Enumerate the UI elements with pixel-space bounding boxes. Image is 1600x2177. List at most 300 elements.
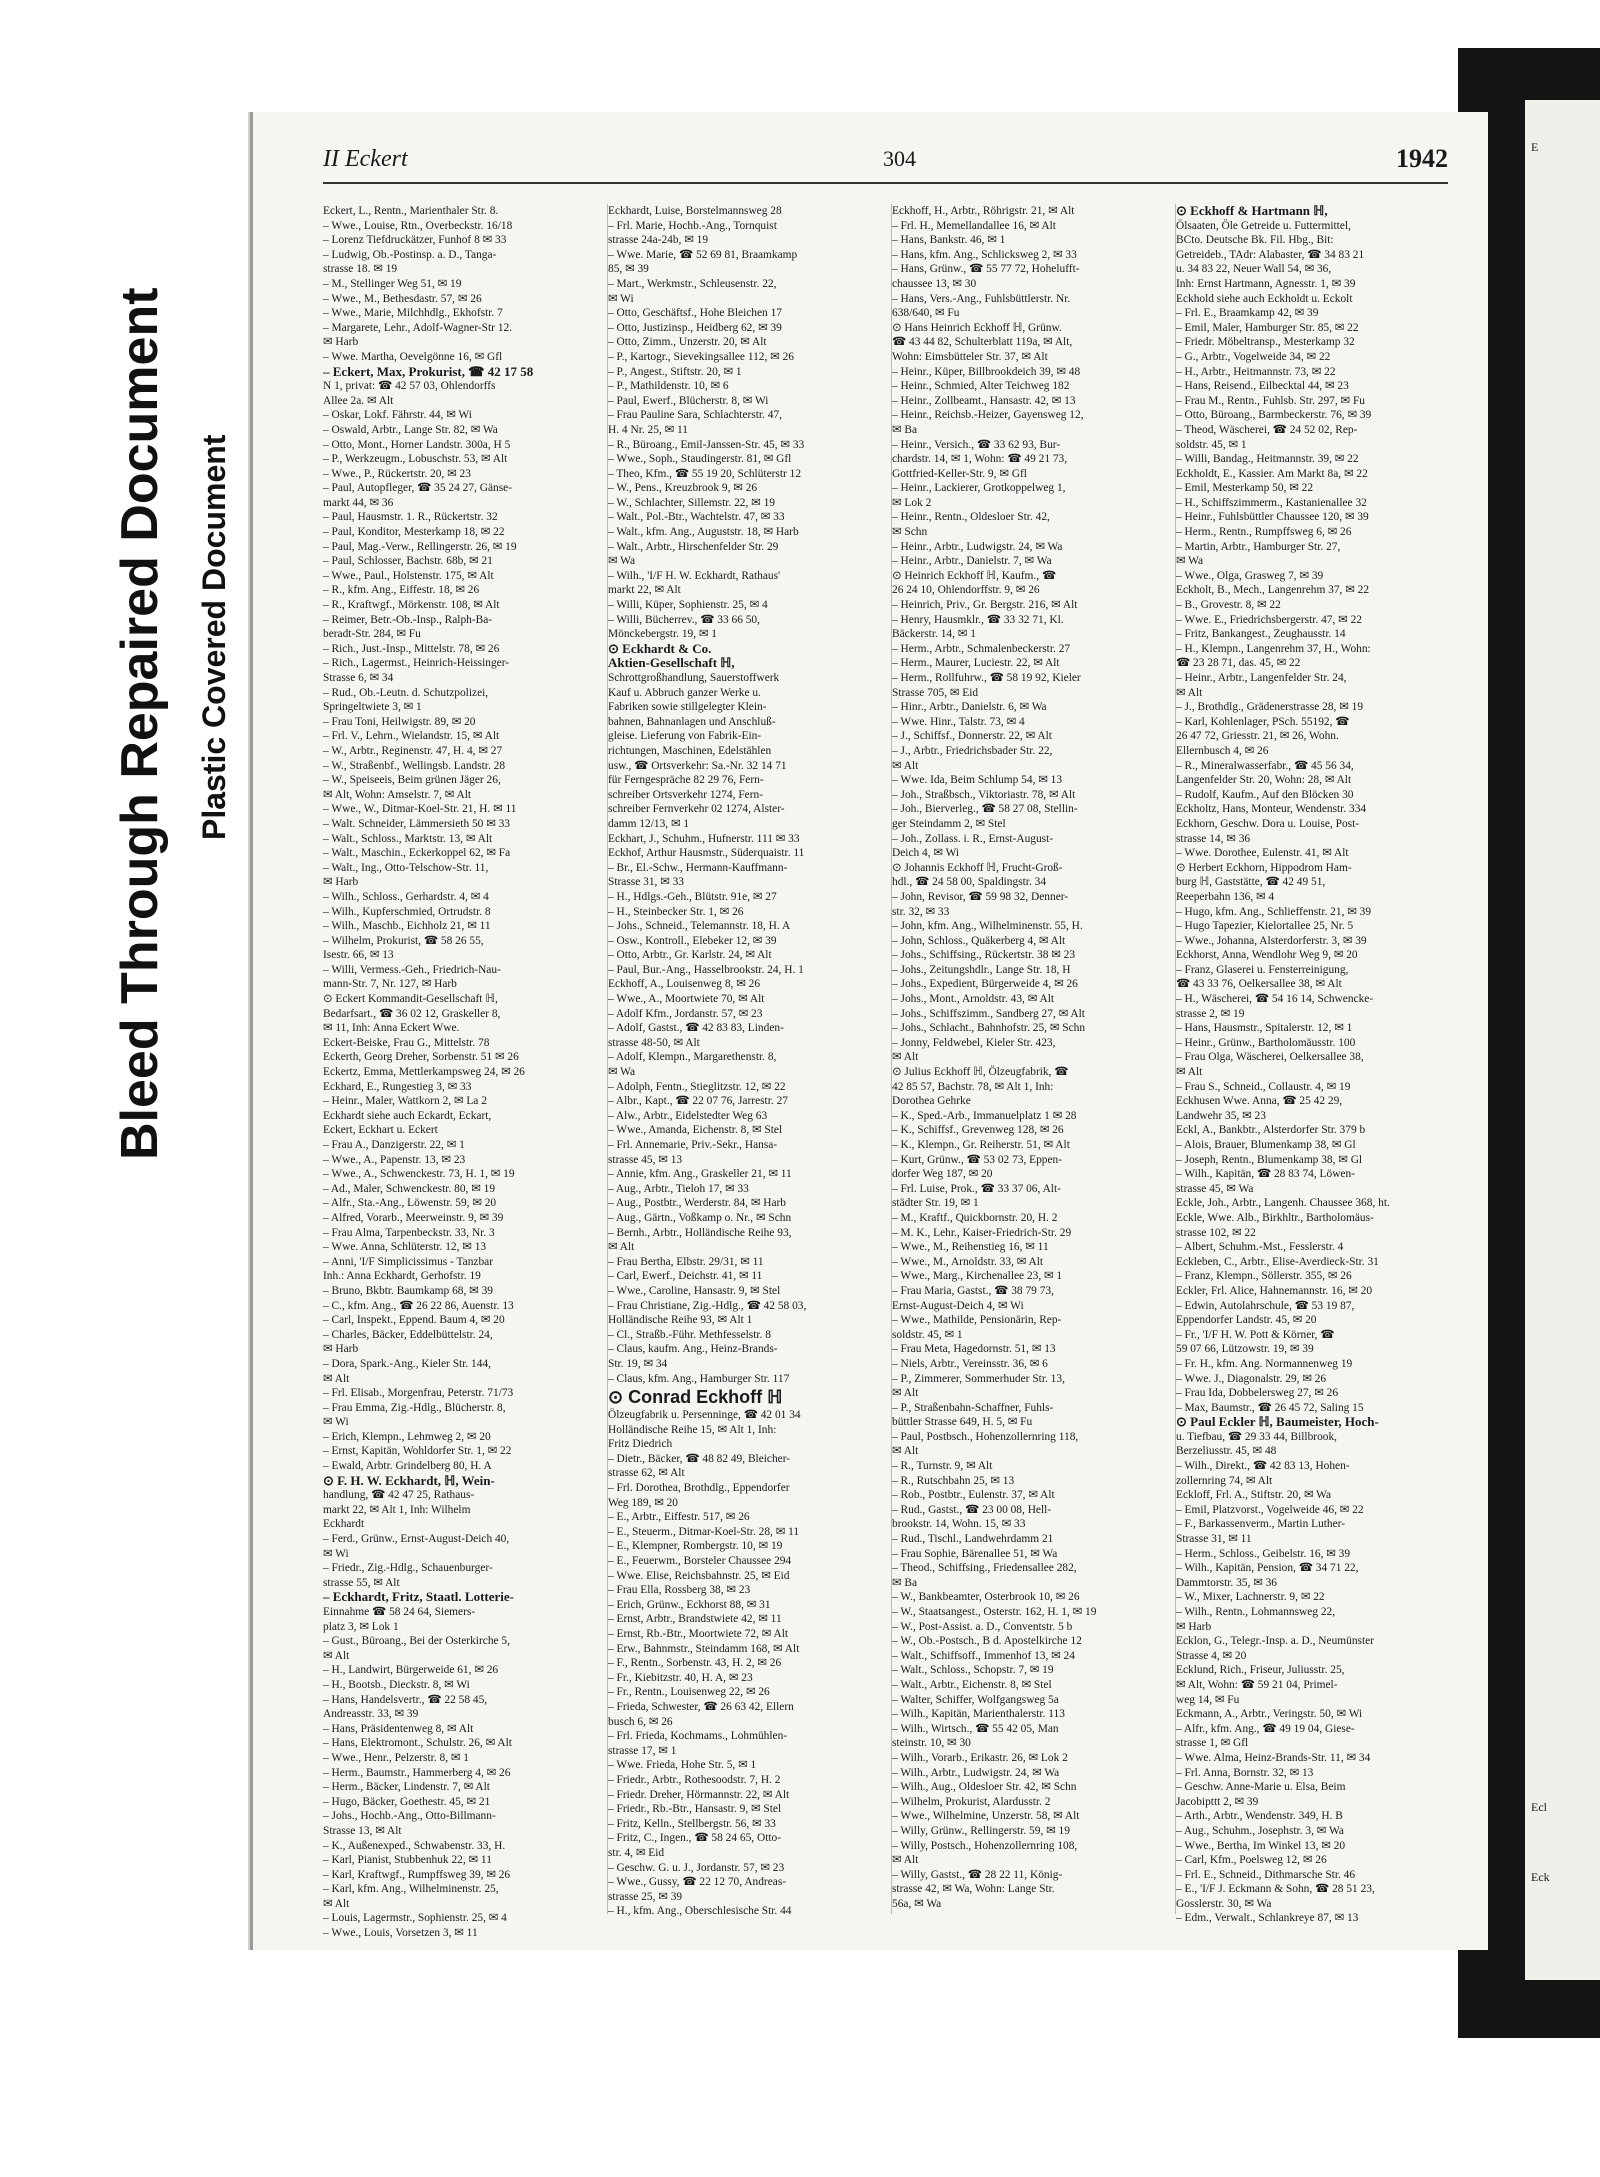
directory-entry: – Mart., Werkmstr., Schleusenstr. 22, (608, 277, 777, 290)
directory-entry: – P., Straßenbahn-Schaffner, Fuhls- (892, 1401, 1054, 1414)
directory-entry: markt 44, ✉ 36 (323, 496, 394, 509)
directory-entry: – J., Brothdlg., Grädenerstrasse 28, ✉ 19 (1176, 701, 1364, 714)
directory-entry: – Hans, Reisend., Eilbecktal 44, ✉ 23 (1176, 380, 1349, 393)
directory-entry: – Ernst, Kapitän, Wohldorfer Str. 1, ✉ 22 (323, 1445, 512, 1458)
directory-entry: – Gust., Büroang., Bei der Osterkirche 5, (323, 1635, 510, 1648)
directory-entry: Eckerth, Georg Dreher, Sorbenstr. 51 ✉ 26 (323, 1051, 519, 1064)
directory-entry: – Frau Bertha, Elbstr. 29/31, ✉ 11 (608, 1255, 764, 1268)
directory-entry: zollernring 74, ✉ Alt (1176, 1474, 1273, 1487)
directory-entry: – Frl. E., Schneid., Dithmarsche Str. 46 (1176, 1868, 1356, 1881)
directory-entry: Eckl, A., Bankbtr., Alsterdorfer Str. 379 b (1176, 1124, 1366, 1137)
directory-entry: Eckert-Beiske, Frau G., Mittelstr. 78 (323, 1036, 490, 1049)
directory-entry: – Wilh., Vorarb., Erikastr. 26, ✉ Lok 2 (892, 1751, 1068, 1764)
directory-entry: Aktien-Gesellschaft ℍ, (608, 655, 735, 671)
directory-entry: – Walter, Schiffer, Wolfgangsweg 5a (892, 1693, 1059, 1706)
directory-entry: – W., Straßenbf., Wellingsb. Landstr. 28 (323, 759, 506, 772)
directory-entry: – H., Klempn., Langenrehm 37, H., Wohn: (1176, 642, 1371, 655)
directory-entry: u. Tiefbau, ☎ 29 33 44, Billbrook, (1176, 1430, 1338, 1443)
directory-entry: – B., Grovestr. 8, ✉ 22 (1176, 599, 1281, 612)
directory-entry: ✉ Alt (892, 759, 919, 772)
directory-entry: – Wwe., Louis, Vorsetzen 3, ✉ 11 (323, 1927, 478, 1940)
directory-entry: dorfer Weg 187, ✉ 20 (892, 1168, 993, 1181)
directory-entry: – Johs., Schlacht., Bahnhofstr. 25, ✉ Schn (892, 1022, 1086, 1035)
directory-entry: – Johs., Schneid., Telemannstr. 18, H. A (608, 920, 791, 933)
directory-entry: – Herm., Rentn., Rumpffsweg 6, ✉ 26 (1176, 526, 1352, 539)
directory-entry: – Rud., Tischl., Landwehrdamm 21 (892, 1533, 1054, 1546)
directory-entry: strasse 102, ✉ 22 (1176, 1226, 1256, 1239)
directory-entry: – Aug., Gärtn., Voßkamp o. Nr., ✉ Schn (608, 1211, 792, 1224)
directory-entry: Strasse 6, ✉ 34 (323, 672, 394, 684)
directory-entry: – H., Bootsb., Dieckstr. 8, ✉ Wi (323, 1678, 470, 1691)
directory-entry: – H., Landwirt, Bürgerweide 61, ✉ 26 (323, 1664, 499, 1677)
directory-entry: Berzeliusstr. 45, ✉ 48 (1176, 1445, 1277, 1458)
directory-entry: Eckholt, B., Mech., Langenrehm 37, ✉ 22 (1176, 584, 1370, 597)
directory-entry: Eckholtz, Hans, Monteur, Wendenstr. 334 (1176, 803, 1367, 816)
directory-entry: Bedarfsart., ☎ 36 02 12, Graskeller 8, (323, 1007, 501, 1020)
directory-entry: – Hans, kfm. Ang., Schlicksweg 2, ✉ 33 (892, 248, 1077, 261)
directory-entry: ⊙ Hans Heinrich Eckhoff ℍ, Grünw. (892, 321, 1062, 334)
directory-entry: – R., Mineralwasserfabr., ☎ 45 56 34, (1176, 759, 1354, 772)
directory-entry: – Frau Christiane, Zig.-Hdlg., ☎ 42 58 03, (608, 1299, 807, 1312)
directory-entry: – Willy, Grünw., Rellingerstr. 59, ✉ 19 (892, 1824, 1070, 1837)
directory-entry: – Otto, Justizinsp., Heidberg 62, ✉ 39 (608, 321, 782, 334)
directory-entry: – Geschw. G. u. J., Jordanstr. 57, ✉ 23 (608, 1861, 785, 1874)
directory-entry: – Wwe., Marie, Milchhdlg., Ekhofstr. 7 (323, 307, 503, 320)
directory-entry: – Wwe. Elise, Reichsbahnstr. 25, ✉ Eid (608, 1569, 790, 1582)
directory-entry: ✉ Alt (1176, 1066, 1203, 1079)
directory-entry: ⊙ Heinrich Eckhoff ℍ, Kaufm., ☎ (892, 569, 1057, 582)
directory-entry: – Cl., Straßb.-Führ. Methfesselstr. 8 (608, 1328, 771, 1341)
directory-entry: – Edm., Verwalt., Schlankreye 87, ✉ 13 (1176, 1912, 1359, 1925)
directory-entry: – Hinr., Arbtr., Danielstr. 6, ✉ Wa (892, 701, 1047, 714)
directory-entry: Schrottgroßhandlung, Sauerstoffwerk (608, 672, 780, 684)
directory-entry: – Heinr., Arbtr., Langenfelder Str. 24, (1176, 672, 1347, 684)
directory-entry: – Reimer, Betr.-Ob.-Insp., Ralph-Ba- (323, 613, 493, 626)
directory-entry: Eckhoff, H., Arbtr., Röhrigstr. 21, ✉ Alt (892, 205, 1075, 217)
directory-entry: ✉ Alt (323, 1897, 350, 1910)
column-4 (1175, 203, 1448, 1925)
directory-entry: – Herm., Maurer, Luciestr. 22, ✉ Alt (892, 657, 1060, 670)
directory-entry: – H., Steinbecker Str. 1, ✉ 26 (608, 905, 744, 918)
directory-entry: – Friedr. Dreher, Hörmannstr. 22, ✉ Alt (608, 1788, 790, 1801)
directory-entry: – Frau Ida, Dobbelersweg 27, ✉ 26 (1176, 1387, 1339, 1400)
directory-entry: – Frau Meta, Hagedornstr. 51, ✉ 13 (892, 1343, 1056, 1356)
directory-entry: – Fritz, Kelln., Stellbergstr. 56, ✉ 33 (608, 1817, 776, 1830)
directory-entry: Strasse 13, ✉ Alt (323, 1824, 402, 1837)
directory-columns (323, 203, 1448, 1940)
directory-entry: strasse 62, ✉ Alt (608, 1467, 685, 1480)
directory-entry: – Dietr., Bäcker, ☎ 48 82 49, Bleicher- (608, 1452, 791, 1465)
adjacent-page-fragment (1525, 100, 1600, 1980)
directory-entry: Eckle, Wwe. Alb., Birkhltr., Bartholomäus- (1176, 1211, 1374, 1224)
directory-entry: – Rud., Gastst., ☎ 23 00 08, Hell- (892, 1503, 1052, 1516)
directory-entry: städter Str. 19, ✉ 1 (892, 1197, 979, 1210)
directory-entry: – F., Barkassenverm., Martin Luther- (1176, 1518, 1346, 1531)
directory-entry: ⊙ Julius Eckhoff ℍ, Ölzeugfabrik, ☎ (892, 1066, 1069, 1079)
directory-entry: – Wilh., Arbtr., Ludwigstr. 24, ✉ Wa (892, 1766, 1060, 1779)
directory-entry: – Franz, Klempn., Söllerstr. 355, ✉ 26 (1176, 1270, 1352, 1283)
directory-entry: ⊙ Conrad Eckhoff ℍ (608, 1387, 783, 1408)
directory-entry: – Rob., Postbtr., Eulenstr. 37, ✉ Alt (892, 1489, 1055, 1502)
directory-entry: str. 32, ✉ 33 (892, 905, 950, 918)
directory-entry: ✉ Alt (1176, 686, 1203, 699)
directory-entry: – Otto, Büroang., Barmbeckerstr. 76, ✉ 39 (1176, 409, 1372, 422)
directory-entry: ✉ Alt, Wohn: Amselstr. 7, ✉ Alt (323, 788, 472, 801)
directory-entry: – Heinr., Reichsb.-Heizer, Gayensweg 12, (892, 409, 1084, 422)
directory-entry: ✉ Alt (608, 1241, 635, 1254)
directory-entry: ⊙ Eckhardt & Co. (608, 640, 712, 656)
directory-entry: – H., Arbtr., Heitmannstr. 73, ✉ 22 (1176, 365, 1336, 378)
directory-entry: – Karl, Kraftwgf., Rumpffsweg 39, ✉ 26 (323, 1868, 511, 1881)
directory-entry: Gottfried-Keller-Str. 9, ✉ Gfl (892, 467, 1027, 480)
directory-entry: handlung, ☎ 42 47 25, Rathaus- (323, 1489, 475, 1502)
directory-entry: – E., Arbtr., Eiffestr. 517, ✉ 26 (608, 1511, 750, 1524)
directory-entry: – Friedr., Zig.-Hdlg., Schauenburger- (323, 1562, 493, 1575)
directory-entry: chaussee 13, ✉ 30 (892, 277, 977, 290)
directory-entry: 26 24 10, Ohlendorffstr. 9, ✉ 26 (892, 584, 1040, 597)
directory-entry: – Frieda, Schwester, ☎ 26 63 42, Ellern (608, 1700, 794, 1713)
directory-entry: – Hans, Hausmstr., Spitalerstr. 12, ✉ 1 (1176, 1022, 1353, 1035)
directory-entry: – Adolf, Klempn., Margarethenstr. 8, (608, 1051, 777, 1064)
directory-entry: – R., kfm. Ang., Eiffestr. 18, ✉ 26 (323, 584, 480, 597)
column-3 (891, 204, 1164, 1914)
directory-entry: – Herm., Schloss., Geibelstr. 16, ✉ 39 (1176, 1547, 1351, 1560)
directory-entry: hdl., ☎ 24 58 00, Spaldingstr. 34 (892, 876, 1047, 889)
directory-entry: Eckholdt, E., Kassier. Am Markt 8a, ✉ 22 (1176, 467, 1368, 480)
directory-entry: – Hans, Präsidentenweg 8, ✉ Alt (323, 1722, 474, 1735)
directory-entry: – Alfr., Sta.-Ang., Löwenstr. 59, ✉ 20 (323, 1197, 497, 1210)
directory-entry: – P., Werkzeugm., Lobuschstr. 53, ✉ Alt (323, 453, 508, 466)
directory-entry: – Eckhardt, Fritz, Staatl. Lotterie- (323, 1589, 514, 1605)
directory-entry: – Wilh., Schloss., Gerhardstr. 4, ✉ 4 (323, 890, 489, 903)
directory-entry: Jacobipttt 2, ✉ 39 (1176, 1795, 1259, 1808)
directory-entry: N 1, privat: ☎ 42 57 03, Ohlendorffs (323, 380, 496, 393)
directory-entry: Eckhold siehe auch Eckholdt u. Eckolt (1176, 292, 1353, 305)
directory-entry: damm 12/13, ✉ 1 (608, 817, 690, 830)
directory-entry: – Johs., Zeitungshdlr., Lange Str. 18, H (892, 963, 1071, 976)
directory-entry: – Heinr., Grünw., Bartholomäusstr. 100 (1176, 1036, 1356, 1049)
directory-entry: – Frl. Anna, Bornstr. 32, ✉ 13 (1176, 1766, 1314, 1779)
directory-entry: – Frl. Frieda, Kochmams., Lohmühlen- (608, 1730, 788, 1743)
directory-entry: – H., Hdlgs.-Geh., Blütstr. 91e, ✉ 27 (608, 890, 777, 903)
directory-entry: Reeperbahn 136, ✉ 4 (1176, 890, 1275, 903)
directory-entry: Langenfelder Str. 20, Wohn: 28, ✉ Alt (1176, 774, 1352, 787)
directory-entry: – Heinr., Küper, Billbrookdeich 39, ✉ 48 (892, 365, 1081, 378)
directory-entry: – Ewald, Arbtr. Grindelberg 80, H. A (323, 1460, 492, 1473)
directory-entry: – Wilhelm, Prokurist, ☎ 58 26 55, (323, 934, 484, 947)
directory-entry: – Wwe. E., Friedrichsbergerstr. 47, ✉ 22 (1176, 613, 1362, 626)
directory-entry: – Wilhelm, Prokurist, Alardusstr. 2 (892, 1795, 1051, 1808)
directory-entry: – Paul, Mag.-Verw., Rellingerstr. 26, ✉ 19 (323, 540, 517, 553)
directory-entry: – Louis, Lagermstr., Sophienstr. 25, ✉ 4 (323, 1912, 507, 1925)
directory-entry: – Joh., Bierverleg., ☎ 58 27 08, Stellin- (892, 803, 1078, 816)
directory-entry: – Paul, Hausmstr. 1. R., Rückertstr. 32 (323, 511, 498, 524)
directory-entry: – Bernh., Arbtr., Holländische Reihe 93, (608, 1226, 792, 1239)
directory-entry: Eckertz, Emma, Mettlerkampsweg 24, ✉ 26 (323, 1066, 525, 1079)
directory-entry: – Walt., Pol.-Btr., Wachtelstr. 47, ✉ 33 (608, 511, 785, 524)
directory-entry: Eckloff, Frl. A., Stiftstr. 20, ✉ Wa (1176, 1489, 1332, 1502)
directory-entry: 59 07 66, Lützowstr. 19, ✉ 39 (1176, 1343, 1314, 1356)
year: 1942 (1396, 144, 1448, 173)
directory-entry: mann-Str. 7, Nr. 127, ✉ Harb (323, 978, 457, 991)
directory-entry: – Fritz, Bankangest., Zeughausstr. 14 (1176, 628, 1346, 641)
directory-entry: – Walt., Schloss., Schopstr. 7, ✉ 19 (892, 1664, 1054, 1677)
directory-entry: – M., Kraftf., Quickbornstr. 20, H. 2 (892, 1211, 1058, 1224)
directory-entry: soldstr. 45, ✉ 1 (892, 1328, 963, 1341)
directory-entry: – Johs., Schiffsing., Rückertstr. 38 ✉ 23 (892, 949, 1076, 962)
directory-entry: Str. 19, ✉ 34 (608, 1357, 668, 1370)
directory-entry: ☎ 43 33 76, Oelkersallee 38, ✉ Alt (1176, 978, 1342, 991)
directory-entry: – Friedr., Arbtr., Rothesoodstr. 7, H. 2 (608, 1773, 781, 1786)
directory-entry: – John, Revisor, ☎ 59 98 32, Denner- (892, 890, 1069, 903)
directory-entry: – John, Schloss., Quäkerberg 4, ✉ Alt (892, 934, 1066, 947)
directory-entry: strasse 14, ✉ 36 (1176, 832, 1251, 845)
directory-entry: – Wilh., Rentn., Lohmannsweg 22, (1176, 1606, 1336, 1618)
directory-entry: soldstr. 45, ✉ 1 (1176, 438, 1247, 451)
directory-entry: – Charles, Bäcker, Eddelbüttelstr. 24, (323, 1328, 493, 1341)
directory-entry: Weg 189, ✉ 20 (608, 1496, 679, 1509)
directory-entry: – Heinr., Schmied, Alter Teichweg 182 (892, 380, 1070, 393)
directory-entry: – Joh., Zollass. i. R., Ernst-August- (892, 832, 1054, 845)
directory-entry: strasse 17, ✉ 1 (608, 1744, 677, 1757)
directory-entry: – E., 'I/F J. Eckmann & Sohn, ☎ 28 51 23, (1176, 1883, 1375, 1896)
directory-entry: – Wwe. Anna, Schlüterstr. 12, ✉ 13 (323, 1241, 487, 1254)
directory-entry: 42 85 57, Bachstr. 78, ✉ Alt 1, Inh: (892, 1080, 1054, 1093)
directory-entry: – W., Staatsangest., Osterstr. 162, H. 1, ✉ 19 (892, 1606, 1097, 1618)
directory-entry: Deich 4, ✉ Wi (892, 847, 960, 860)
column-2 (607, 204, 880, 1918)
directory-entry: – Fr., Rentn., Louisenweg 22, ✉ 26 (608, 1686, 770, 1699)
directory-entry: weg 14, ✉ Fu (1176, 1693, 1240, 1706)
directory-entry: – Frau M., Rentn., Fuhlsb. Str. 297, ✉ Fu (1176, 394, 1365, 407)
directory-entry: – P., Angest., Stiftstr. 20, ✉ 1 (608, 365, 742, 378)
directory-entry: ✉ Harb (323, 876, 359, 889)
directory-entry: Strasse 31, ✉ 33 (608, 876, 684, 889)
directory-entry: – R., Büroang., Emil-Janssen-Str. 45, ✉ 33 (608, 438, 805, 451)
directory-entry: – Wwe., Paul., Holstenstr. 175, ✉ Alt (323, 569, 494, 582)
directory-entry: – Herm., Baumstr., Hammerberg 4, ✉ 26 (323, 1766, 511, 1779)
directory-entry: – Willi, Bücherrev., ☎ 33 66 50, (608, 613, 760, 626)
running-head: II Eckert (323, 146, 408, 172)
directory-entry: ✉ Alt (323, 1649, 350, 1662)
directory-entry: 26 47 72, Griesstr. 21, ✉ 26, Wohn. (1176, 730, 1339, 743)
directory-entry: für Ferngespräche 82 29 76, Fern- (608, 774, 764, 787)
directory-entry: ⊙ F. H. W. Eckhardt, ℍ, Wein- (323, 1472, 495, 1488)
directory-entry: ✉ Ba (892, 423, 918, 436)
directory-entry: steinstr. 10, ✉ 30 (892, 1737, 971, 1750)
directory-entry: ✉ Wi (323, 1547, 349, 1560)
directory-entry: strasse 42, ✉ Wa, Wohn: Lange Str. (892, 1883, 1055, 1896)
adjacent-page-text: Eck (1531, 1870, 1550, 1884)
directory-entry: – Wilh., Kapitän, Pension, ☎ 34 71 22, (1176, 1562, 1359, 1575)
directory-entry: – W., Bankbeamter, Osterbrook 10, ✉ 26 (892, 1591, 1080, 1604)
directory-entry: – G., Arbtr., Vogelweide 34, ✉ 22 (1176, 350, 1331, 363)
directory-entry: schreiber Ortsverkehr 1274, Fern- (608, 788, 763, 801)
directory-entry: – Frl. Annemarie, Priv.-Sekr., Hansa- (608, 1139, 778, 1151)
directory-entry: – Otto, Mont., Horner Landstr. 300a, H 5 (323, 438, 511, 451)
directory-entry: – Frl. Marie, Hochb.-Ang., Tornquist (608, 219, 777, 232)
directory-entry: – Fr., Kiebitzstr. 40, H. A, ✉ 23 (608, 1671, 753, 1684)
directory-entry: ✉ 11, Inh: Anna Eckert Wwe. (323, 1022, 460, 1035)
directory-entry: Getreideb., TAdr: Alabaster, ☎ 34 83 21 (1176, 248, 1365, 261)
directory-entry: Allee 2a. ✉ Alt (323, 394, 394, 407)
directory-entry: – Paul, Postbsch., Hohenzollernring 118, (892, 1430, 1079, 1443)
directory-entry: – Hugo, kfm. Ang., Schlieffenstr. 21, ✉ 39 (1176, 905, 1372, 918)
directory-entry: – Wwe., Mathilde, Pensionärin, Rep- (892, 1314, 1062, 1327)
directory-entry: ✉ Alt, Wohn: ☎ 59 21 04, Primel- (1176, 1678, 1338, 1691)
directory-entry: ⊙ Eckhoff & Hartmann ℍ, (1176, 203, 1328, 218)
directory-entry: – Heinr., Fuhlsbüttler Chaussee 120, ✉ 39 (1176, 511, 1369, 524)
directory-entry: – Otto, Zimm., Unzerstr. 20, ✉ Alt (608, 336, 767, 349)
directory-entry: – Paul, Ewerf., Blücherstr. 8, ✉ Wi (608, 394, 769, 407)
directory-entry: – Frl. E., Braamkamp 42, ✉ 39 (1176, 307, 1319, 320)
directory-entry: – Ludwig, Ob.-Postinsp. a. D., Tanga- (323, 248, 497, 261)
directory-entry: Dorothea Gehrke (892, 1095, 971, 1108)
directory-entry: BCto. Deutsche Bk. Fil. Hbg., Bit: (1176, 234, 1334, 247)
directory-entry: – K., Schiffsf., Grevenweg 128, ✉ 26 (892, 1124, 1064, 1137)
directory-entry: – Wilh., Aug., Oldesloer Str. 42, ✉ Schn (892, 1781, 1077, 1794)
directory-entry: – Willi, Bandag., Heitmannstr. 39, ✉ 22 (1176, 453, 1359, 466)
directory-entry: – Claus, kfm. Ang., Hamburger Str. 117 (608, 1372, 790, 1385)
directory-entry: – Wwe., A., Schwenckestr. 73, H. 1, ✉ 19 (323, 1168, 515, 1181)
directory-entry: Strasse 31, ✉ 11 (1176, 1533, 1252, 1546)
directory-entry: – Anni, 'I/F Simplicissimus - Tanzbar (323, 1255, 494, 1268)
directory-entry: Dammtorstr. 35, ✉ 36 (1176, 1576, 1277, 1589)
directory-entry: ✉ Wa (608, 1066, 636, 1079)
directory-entry: strasse 45, ✉ Wa (1176, 1182, 1254, 1195)
directory-entry: richtungen, Maschinen, Edelstählen (608, 744, 772, 757)
directory-entry: brookstr. 14, Wohn. 15, ✉ 33 (892, 1518, 1026, 1531)
directory-entry: – W., Ob.-Postsch., B d. Apostelkirche 12 (892, 1635, 1082, 1648)
directory-entry: schreiber Fernverkehr 02 1274, Alster- (608, 803, 785, 816)
directory-entry: Ernst-August-Deich 4, ✉ Wi (892, 1299, 1024, 1312)
directory-entry: – Walt., Maschin., Eckerkoppel 62, ✉ Fa (323, 847, 511, 860)
directory-entry: strasse 2, ✉ 19 (1176, 1007, 1245, 1020)
directory-entry: Isestr. 66, ✉ 13 (323, 949, 394, 962)
directory-entry: – Frau Emma, Zig.-Hdlg., Blücherstr. 8, (323, 1401, 506, 1414)
directory-entry: ✉ Alt (892, 1387, 919, 1400)
directory-entry: – Wwe., Soph., Staudingerstr. 81, ✉ Gfl (608, 453, 792, 466)
directory-entry: – Frl. Elisab., Morgenfrau, Peterstr. 71/73 (323, 1387, 514, 1400)
directory-entry: – Emil, Maler, Hamburger Str. 85, ✉ 22 (1176, 321, 1359, 334)
directory-entry: – Heinr., Rentn., Oldesloer Str. 42, (892, 511, 1050, 524)
directory-entry: ☎ 23 28 71, das. 45, ✉ 22 (1176, 657, 1301, 670)
directory-entry: – Frau Ella, Rossberg 38, ✉ 23 (608, 1584, 751, 1597)
directory-entry: usw., ☎ Ortsverkehr: Sa.-Nr. 32 14 71 (608, 759, 787, 772)
directory-entry: strasse 1, ✉ Gfl (1176, 1737, 1249, 1750)
directory-entry: Gosslerstr. 30, ✉ Wa (1176, 1897, 1272, 1910)
directory-entry: Eckhof, Arthur Hausmstr., Süderquaistr. 11 (608, 847, 805, 860)
directory-entry: – Paul, Bur.-Ang., Hasselbrookstr. 24, H. 1 (608, 963, 804, 976)
directory-entry: chardstr. 14, ✉ 1, Wohn: ☎ 49 21 73, (892, 453, 1068, 466)
directory-entry: Springeltwiete 3, ✉ 1 (323, 701, 422, 714)
directory-entry: – Johs., Schiffszimm., Sandberg 27, ✉ Alt (892, 1007, 1085, 1020)
directory-entry: – E., Klempner, Rombergstr. 10, ✉ 19 (608, 1540, 783, 1553)
directory-entry: – Friedr., Rb.-Btr., Hansastr. 9, ✉ Stel (608, 1803, 782, 1816)
directory-entry: ✉ Alt (892, 1445, 919, 1458)
directory-entry: – Franz, Glaserei u. Fensterreinigung, (1176, 963, 1349, 976)
directory-entry: – Willi, Küper, Sophienstr. 25, ✉ 4 (608, 599, 768, 612)
directory-entry: – Alois, Brauer, Blumenkamp 38, ✉ Gl (1176, 1139, 1356, 1151)
directory-entry: – Wwe. Hinr., Talstr. 73, ✉ 4 (892, 715, 1025, 728)
directory-entry: büttler Strasse 649, H. 5, ✉ Fu (892, 1416, 1033, 1429)
directory-entry: – Johs., Hochb.-Ang., Otto-Billmann- (323, 1810, 496, 1823)
directory-entry: – Erw., Bahnmstr., Steindamm 168, ✉ Alt (608, 1642, 800, 1655)
directory-entry: – Hans, Handelsvertr., ☎ 22 58 45, (323, 1693, 488, 1706)
directory-entry: ✉ Harb (323, 336, 359, 349)
directory-entry: Eckhardt, Luise, Borstelmannsweg 28 (608, 205, 782, 217)
directory-entry: H. 4 Nr. 25, ✉ 11 (608, 423, 688, 436)
directory-entry: – Albert, Schuhm.-Mst., Fesslerstr. 4 (1176, 1241, 1344, 1254)
directory-entry: – Wwe., M., Bethesdastr. 57, ✉ 26 (323, 292, 482, 305)
directory-entry: – Wwe., Louise, Rtn., Overbeckstr. 16/18 (323, 219, 513, 232)
directory-entry: – Karl, Pianist, Stubbenhuk 22, ✉ 11 (323, 1854, 492, 1867)
directory-entry: Eckle, Joh., Arbtr., Langenh. Chaussee 368, ht. (1176, 1197, 1390, 1210)
directory-entry: – Wwe. Marie, ☎ 52 69 81, Braamkamp (608, 248, 798, 261)
directory-entry: – Frau Pauline Sara, Schlachterstr. 47, (608, 409, 782, 422)
directory-entry: – Frau Alma, Tarpenbeckstr. 33, Nr. 3 (323, 1226, 495, 1239)
directory-entry: Eckert, L., Rentn., Marienthaler Str. 8. (323, 205, 499, 217)
directory-entry: – Br., El.-Schw., Hermann-Kauffmann- (608, 861, 788, 874)
directory-entry: – Wwe. Ida, Beim Schlump 54, ✉ 13 (892, 774, 1063, 787)
directory-entry: Strasse 705, ✉ Eid (892, 686, 979, 699)
directory-entry: – Frau Maria, Gastst., ☎ 38 79 73, (892, 1284, 1054, 1297)
directory-entry: – Niels, Arbtr., Vereinsstr. 36, ✉ 6 (892, 1357, 1048, 1370)
directory-entry: Eckmann, A., Arbtr., Veringstr. 50, ✉ Wi (1176, 1708, 1363, 1721)
directory-entry: – Kurt, Grünw., ☎ 53 02 73, Eppen- (892, 1153, 1063, 1166)
directory-entry: strasse 55, ✉ Alt (323, 1576, 400, 1589)
directory-entry: ✉ Harb (1176, 1620, 1212, 1633)
directory-entry: ✉ Alt (892, 1854, 919, 1867)
directory-entry: – Fr., 'I/F H. W. Pott & Körner, ☎ (1176, 1328, 1335, 1341)
directory-entry: ☎ 43 44 82, Schulterblatt 119a, ✉ Alt, (892, 336, 1073, 349)
directory-entry: – Walt., Ing., Otto-Telschow-Str. 11, (323, 861, 489, 874)
directory-entry: – Wwe., Amanda, Eichenstr. 8, ✉ Stel (608, 1124, 783, 1137)
directory-entry: Mönckebergstr. 19, ✉ 1 (608, 628, 717, 641)
directory-entry: – W., Speiseeis, Beim grünen Jäger 26, (323, 774, 501, 787)
directory-entry: Inh.: Anna Eckhardt, Gerhofstr. 19 (323, 1270, 481, 1283)
directory-entry: – Paul, Autopfleger, ☎ 35 24 27, Gänse- (323, 482, 512, 495)
directory-entry: – Emil, Platzvorst., Vogelweide 46, ✉ 22 (1176, 1503, 1364, 1516)
directory-entry: platz 3, ✉ Lok 1 (323, 1620, 399, 1633)
directory-entry: – Erich, Klempn., Lehmweg 2, ✉ 20 (323, 1430, 491, 1443)
directory-entry: – Alfred, Vorarb., Meerweinstr. 9, ✉ 39 (323, 1211, 504, 1224)
directory-entry: – Emil, Mesterkamp 50, ✉ 22 (1176, 482, 1314, 495)
directory-entry: – Adolf Kfm., Jordanstr. 57, ✉ 23 (608, 1007, 763, 1020)
directory-entry: gleise. Lieferung von Fabrik-Ein- (608, 730, 762, 743)
directory-entry: Eckleben, C., Arbtr., Elise-Averdieck-Str. 31 (1176, 1255, 1379, 1268)
directory-entry: – Wilh., Direkt., ☎ 42 83 13, Hohen- (1176, 1460, 1350, 1473)
directory-entry: – Walt., Schloss., Marktstr. 13, ✉ Alt (323, 832, 493, 845)
directory-entry: – Rudolf, Kaufm., Auf den Blöcken 30 (1176, 788, 1354, 801)
directory-entry: – Willy, Gastst., ☎ 28 22 11, König- (892, 1868, 1063, 1881)
directory-entry: ✉ Harb (323, 1343, 359, 1356)
page-number: 304 (883, 146, 916, 171)
directory-entry: – P., Zimmerer, Sommerhuder Str. 13, (892, 1372, 1065, 1385)
directory-entry: – Annie, kfm. Ang., Graskeller 21, ✉ 11 (608, 1168, 792, 1181)
directory-entry: – Wwe., A., Moortwiete 70, ✉ Alt (608, 993, 765, 1006)
directory-entry: – Max, Baumstr., ☎ 26 45 72, Saling 15 (1176, 1401, 1364, 1414)
directory-entry: Ellernbusch 4, ✉ 26 (1176, 744, 1269, 757)
label-bleed-through: Bleed Through Repaired Document (111, 287, 169, 1160)
directory-entry: – Wilh., Kupferschmied, Ortrudstr. 8 (323, 905, 491, 918)
directory-entry: – Herm., Rollfuhrw., ☎ 58 19 92, Kieler (892, 672, 1081, 684)
directory-entry: – P., Kartogr., Sievekingsallee 112, ✉ 26 (608, 350, 794, 363)
directory-entry: – Joseph, Rentn., Blumenkamp 38, ✉ Gl (1176, 1153, 1363, 1166)
directory-entry: – Willy, Postsch., Hohenzollernring 108, (892, 1839, 1078, 1852)
directory-entry: ⊙ Johannis Eckhoff ℍ, Frucht-Groß- (892, 861, 1063, 874)
directory-entry: – Frl. Dorothea, Brothdlg., Eppendorfer (608, 1482, 790, 1495)
